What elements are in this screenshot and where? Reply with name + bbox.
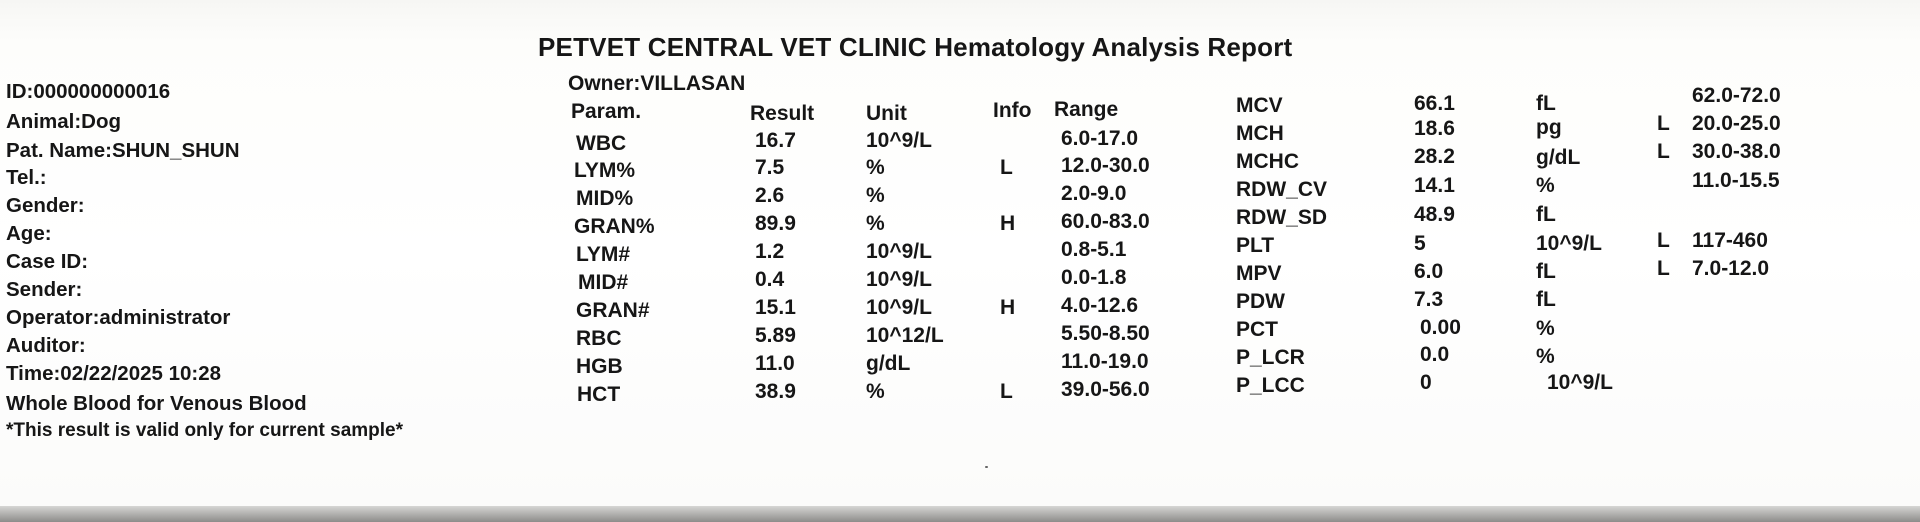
reference-range: 20.0-25.0: [1692, 112, 1781, 135]
unit-value: 10^9/L: [1547, 371, 1613, 394]
unit-value: 10^9/L: [866, 240, 932, 263]
reference-range: 62.0-72.0: [1692, 84, 1781, 107]
flag-low: L: [1657, 140, 1670, 163]
result-value: 28.2: [1414, 145, 1455, 168]
gender: Gender:: [6, 194, 85, 217]
unit-value: fL: [1536, 288, 1556, 311]
result-value: 15.1: [755, 296, 796, 319]
param-name: MCV: [1236, 94, 1283, 117]
param-name: GRAN%: [574, 215, 655, 238]
header-range: Range: [1054, 98, 1119, 121]
flag-low: L: [1657, 257, 1670, 280]
result-value: 7.3: [1414, 288, 1444, 311]
unit-value: 10^9/L: [866, 129, 932, 152]
reference-range: 0.0-1.8: [1061, 266, 1127, 289]
validity-note: *This result is valid only for current sample*: [6, 420, 404, 441]
param-name: PDW: [1236, 290, 1285, 313]
param-name: MID%: [576, 187, 634, 210]
unit-value: %: [866, 212, 885, 235]
result-value: 0: [1420, 371, 1432, 394]
result-value: 6.0: [1414, 260, 1444, 283]
reference-range: 12.0-30.0: [1061, 154, 1150, 177]
result-value: 0.4: [755, 268, 785, 291]
operator: Operator:administrator: [6, 306, 231, 329]
param-name: P_LCC: [1236, 374, 1305, 397]
flag-high: H: [1000, 296, 1016, 319]
unit-value: 10^9/L: [1536, 232, 1602, 255]
result-value: 0.00: [1420, 316, 1461, 339]
flag-low: L: [1657, 229, 1670, 252]
reference-range: 4.0-12.6: [1061, 294, 1139, 317]
result-value: 18.6: [1414, 117, 1455, 140]
paper-edge-shadow: [0, 506, 1920, 522]
reference-range: 39.0-56.0: [1061, 378, 1150, 401]
unit-value: g/dL: [1536, 146, 1581, 169]
header-param: Param.: [571, 100, 642, 123]
unit-value: 10^9/L: [866, 268, 932, 291]
result-value: 2.6: [755, 184, 785, 207]
unit-value: %: [1536, 174, 1555, 197]
result-value: 1.2: [755, 240, 785, 263]
result-value: 0.0: [1420, 343, 1450, 366]
param-name: GRAN#: [576, 299, 650, 322]
reference-range: 6.0-17.0: [1061, 127, 1139, 150]
param-name: PCT: [1236, 318, 1278, 341]
reference-range: 117-460: [1692, 229, 1768, 252]
param-name: P_LCR: [1236, 346, 1305, 369]
auditor: Auditor:: [6, 334, 86, 357]
reference-range: 0.8-5.1: [1061, 238, 1127, 261]
test-time: Time:02/22/2025 10:28: [6, 362, 222, 385]
reference-range: 30.0-38.0: [1692, 140, 1781, 163]
unit-value: %: [1536, 317, 1555, 340]
param-name: HGB: [576, 355, 623, 378]
param-name: LYM%: [574, 159, 636, 182]
result-value: 5: [1414, 232, 1426, 255]
reference-range: 5.50-8.50: [1061, 322, 1150, 345]
case-id: Case ID:: [6, 250, 89, 273]
reference-range: 2.0-9.0: [1061, 182, 1127, 205]
unit-value: %: [1536, 345, 1555, 368]
result-value: 7.5: [755, 156, 785, 179]
result-value: 38.9: [755, 380, 796, 403]
animal: Animal:Dog: [6, 110, 122, 133]
result-value: 66.1: [1414, 92, 1455, 115]
param-name: WBC: [576, 132, 627, 155]
flag-high: H: [1000, 212, 1016, 235]
unit-value: %: [866, 184, 885, 207]
result-value: 16.7: [755, 129, 796, 152]
telephone: Tel.:: [6, 166, 47, 189]
owner-label: Owner:VILLASAN: [568, 72, 746, 95]
flag-low: L: [1657, 112, 1670, 135]
result-value: 5.89: [755, 324, 796, 347]
unit-value: fL: [1536, 203, 1556, 226]
param-name: PLT: [1236, 234, 1275, 257]
unit-value: fL: [1536, 260, 1556, 283]
result-value: 11.0: [755, 352, 795, 375]
flag-low: L: [1000, 156, 1013, 179]
sample-type: Whole Blood for Venous Blood: [6, 392, 307, 415]
unit-value: pg: [1536, 116, 1562, 139]
age: Age:: [6, 222, 52, 245]
paper-speck: [985, 466, 988, 468]
unit-value: %: [866, 156, 885, 179]
param-name: MCH: [1236, 122, 1284, 145]
unit-value: 10^12/L: [866, 324, 944, 347]
flag-low: L: [1000, 380, 1013, 403]
unit-value: fL: [1536, 92, 1556, 115]
param-name: RDW_SD: [1236, 206, 1328, 229]
param-name: HCT: [577, 383, 621, 406]
reference-range: 7.0-12.0: [1692, 257, 1770, 280]
header-info: Info: [993, 99, 1032, 122]
unit-value: 10^9/L: [866, 296, 932, 319]
reference-range: 11.0-15.5: [1692, 169, 1780, 192]
header-result: Result: [750, 102, 815, 125]
param-name: MID#: [578, 271, 629, 294]
unit-value: %: [866, 380, 885, 403]
unit-value: g/dL: [866, 352, 911, 375]
param-name: LYM#: [576, 243, 631, 266]
result-value: 89.9: [755, 212, 796, 235]
result-value: 48.9: [1414, 203, 1455, 226]
param-name: MPV: [1236, 262, 1282, 285]
result-value: 14.1: [1414, 174, 1455, 197]
patient-id: ID:000000000016: [6, 80, 171, 103]
sender: Sender:: [6, 278, 83, 301]
reference-range: 60.0-83.0: [1061, 210, 1150, 233]
param-name: MCHC: [1236, 150, 1299, 173]
header-unit: Unit: [866, 102, 907, 125]
report-title: PETVET CENTRAL VET CLINIC Hematology Analysis Report: [538, 32, 1293, 62]
param-name: RBC: [576, 327, 622, 350]
reference-range: 11.0-19.0: [1061, 350, 1149, 373]
param-name: RDW_CV: [1236, 178, 1328, 201]
patient-name: Pat. Name:SHUN_SHUN: [6, 139, 240, 162]
